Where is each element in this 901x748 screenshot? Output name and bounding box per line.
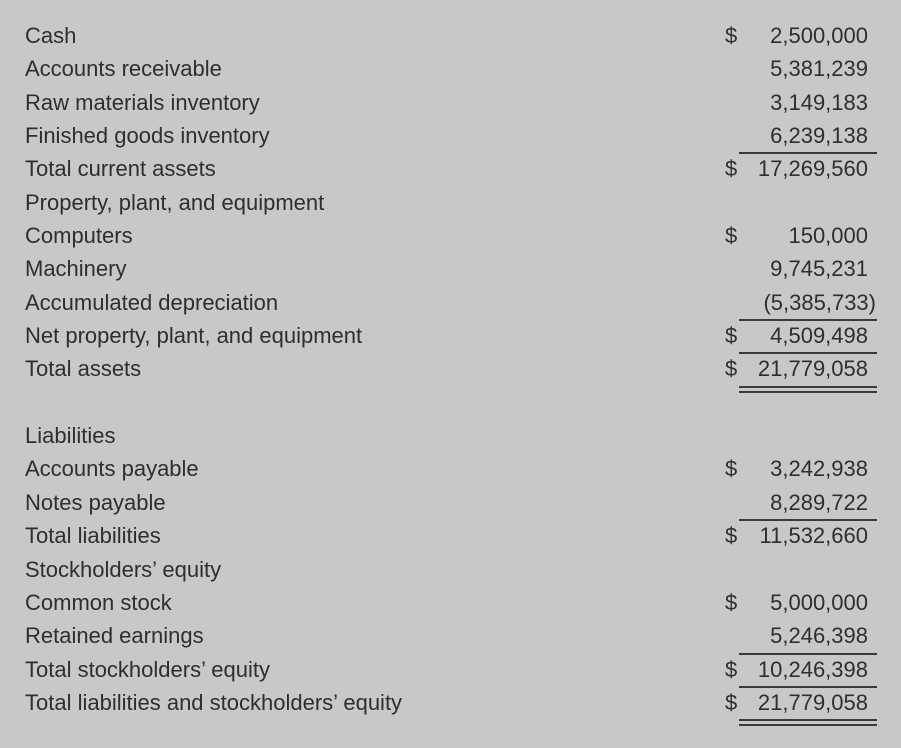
row-amount (725, 553, 877, 586)
row-label: Accumulated depreciation (25, 289, 279, 315)
currency-symbol: $ (725, 523, 738, 549)
row-label: Notes payable (25, 489, 166, 515)
row-label: Net property, plant, and equipment (25, 323, 363, 349)
table-row (25, 119, 877, 152)
table-row (25, 452, 877, 485)
currency-symbol: $ (725, 356, 738, 382)
row-amount (725, 319, 877, 352)
row-amount (725, 686, 877, 719)
row-label: Total stockholders’ equity (25, 656, 270, 682)
currency-symbol: $ (725, 689, 738, 715)
amount-value: (5,385,733) (739, 286, 877, 321)
table-row (25, 653, 877, 686)
table-row (25, 52, 877, 85)
row-label: Accounts payable (25, 456, 199, 482)
table-row (25, 86, 877, 119)
amount-value: 2,500,000 (770, 23, 868, 48)
amount-value: 8,289,722 (739, 486, 877, 521)
row-amount (725, 219, 877, 252)
row-label: Stockholders’ equity (25, 556, 222, 582)
row-amount (725, 486, 877, 519)
currency-symbol: $ (725, 456, 738, 482)
row-amount (725, 252, 877, 285)
row-amount (725, 419, 877, 452)
row-amount (725, 186, 877, 219)
table-row (25, 619, 877, 652)
row-amount (725, 52, 877, 85)
table-row (25, 286, 877, 319)
row-label: Common stock (25, 589, 172, 615)
row-label: Total liabilities (25, 523, 161, 549)
table-row (25, 553, 877, 586)
table-row (25, 386, 877, 419)
amount-value: 21,779,058 (739, 686, 877, 726)
table-row (25, 152, 877, 185)
table-row (25, 319, 877, 352)
table-row (25, 252, 877, 285)
amount-value: 11,532,660 (759, 523, 868, 549)
currency-symbol: $ (725, 23, 738, 48)
amount-value: 10,246,398 (739, 653, 877, 688)
row-label: Finished goods inventory (25, 123, 270, 149)
row-label: Raw materials inventory (25, 89, 260, 115)
row-amount (725, 86, 877, 119)
row-amount (725, 452, 877, 485)
row-amount (725, 286, 877, 319)
row-label: Accounts receivable (25, 56, 222, 82)
table-row (25, 419, 877, 452)
currency-symbol: $ (725, 656, 738, 682)
table-row (25, 486, 877, 519)
row-amount (725, 586, 877, 619)
table-row (25, 519, 877, 552)
amount-value: 6,239,138 (739, 119, 877, 154)
row-amount (725, 152, 877, 185)
amount-value: 150,000 (788, 223, 868, 249)
row-label: Total assets (25, 356, 142, 382)
row-label: Computers (25, 223, 133, 249)
row-amount (725, 119, 877, 152)
currency-symbol: $ (725, 223, 738, 249)
row-label: Total liabilities and stockholders’ equity (25, 689, 403, 715)
table-row (25, 186, 877, 219)
row-amount (725, 619, 877, 652)
table-row (25, 19, 877, 52)
row-label: Machinery (25, 256, 127, 282)
amount-value: 5,381,239 (770, 56, 868, 82)
row-label: Retained earnings (25, 623, 204, 649)
amount-value: 3,149,183 (770, 89, 868, 115)
amount-value: 5,246,398 (739, 619, 877, 654)
table-row (25, 352, 877, 385)
row-amount (725, 386, 877, 419)
amount-value: 21,779,058 (739, 352, 877, 392)
table-row (25, 219, 877, 252)
row-label: Total current assets (25, 156, 216, 182)
amount-value: 17,269,560 (757, 156, 868, 182)
table-row (25, 686, 877, 719)
amount-value: 3,242,938 (770, 456, 868, 482)
amount-value: 9,745,231 (770, 256, 868, 282)
row-label: Liabilities (25, 423, 116, 449)
amount-value: 4,509,498 (739, 319, 877, 354)
table-row (25, 586, 877, 619)
amount-value: 5,000,000 (770, 589, 868, 615)
row-amount (725, 352, 877, 385)
currency-symbol: $ (725, 323, 738, 349)
row-label: Cash (25, 23, 77, 48)
currency-symbol: $ (725, 589, 738, 615)
row-amount (725, 519, 877, 552)
row-amount (725, 19, 877, 52)
currency-symbol: $ (725, 156, 738, 182)
row-label: Property, plant, and equipment (25, 189, 325, 215)
row-amount (725, 653, 877, 686)
